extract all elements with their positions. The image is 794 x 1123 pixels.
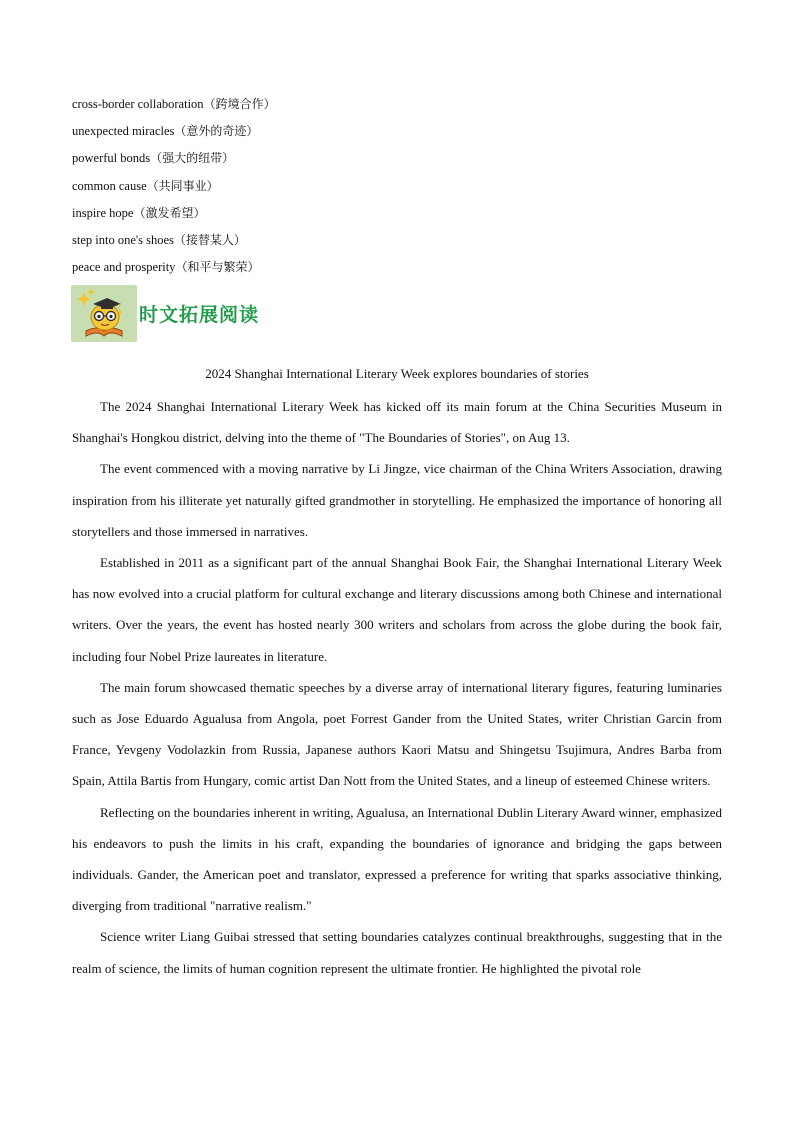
section-title: 时文拓展阅读 <box>139 303 260 326</box>
vocab-english: inspire hope <box>72 205 134 220</box>
vocab-chinese: （强大的纽带） <box>150 151 235 166</box>
article-paragraph: Reflecting on the boundaries inherent in writing, Agualusa, an International Dublin Literary Award winner, emphasized his endeavors to push the limits in his craft, expanding the boundaries of ignorance and bridging the gaps between individuals. Gander, the American poet and translator, expressed a preference for writing that sparks associative thinking, diverging from traditional "narrative realism." <box>72 804 722 914</box>
article-paragraph: The main forum showcased thematic speeches by a diverse array of international literary figures, featuring luminaries such as Jose Eduardo Agualusa from Angola, poet Forrest Gander from the United States, writer Christian Garcin from France, Yevgeny Vodolazkin from Russia, Japanese authors Kaori Matsu and Shingetsu Tsujimura, Andres Barba from Spain, Attila Bartis from Hungary, comic artist Dan Nott from the United States, and a lineup of esteemed Chinese writers. <box>72 679 722 789</box>
vocabulary-list <box>72 92 732 282</box>
vocab-item <box>72 174 732 201</box>
vocab-item <box>72 255 732 282</box>
article-paragraph: The 2024 Shanghai International Literary Week has kicked off its main forum at the China Securities Museum in Shanghai's Hongkou district, delving into the theme of "The Boundaries of Stories", on Aug 13. <box>72 399 722 446</box>
article-paragraph: The event commenced with a moving narrative by Li Jingze, vice chairman of the China Writers Association, drawing inspiration from his illiterate yet naturally gifted grandmother in storytelling. He emphasized the importance of honoring all storytellers and those immersed in narratives. <box>72 461 722 539</box>
vocab-item <box>72 92 732 119</box>
article <box>72 360 722 984</box>
vocab-chinese: （接替某人） <box>173 232 246 247</box>
vocab-chinese: （跨境合作） <box>203 97 276 111</box>
vocab-item <box>72 146 732 173</box>
vocab-chinese: （和平与繁荣） <box>175 260 260 275</box>
vocab-chinese: （意外的奇迹） <box>174 124 259 139</box>
vocab-english: powerful bonds <box>72 151 151 166</box>
vocab-item <box>72 119 732 146</box>
vocab-item <box>72 228 732 255</box>
section-badge <box>71 285 137 342</box>
section-header <box>71 284 259 342</box>
reading-mascot-icon <box>74 287 134 339</box>
article-title: 2024 Shanghai International Literary Week explores boundaries of stories <box>205 366 589 381</box>
vocab-chinese: （激发希望） <box>133 205 206 220</box>
article-paragraph: Established in 2011 as a significant part of the annual Shanghai Book Fair, the Shanghai International Literary Week has now evolved into a crucial platform for cultural exchange and literary discussions among both Chinese and international writers. Over the years, the event has hosted nearly 300 writers and scholars from across the globe during the book fair, including four Nobel Prize laureates in literature. <box>72 555 722 664</box>
vocab-english: cross-border collaboration <box>72 97 204 111</box>
vocab-english: common cause <box>72 178 147 193</box>
vocab-english: unexpected miracles <box>72 124 175 139</box>
vocab-english: peace and prosperity <box>72 260 176 275</box>
vocab-english: step into one's shoes <box>72 232 174 247</box>
vocab-item <box>72 201 732 228</box>
vocab-chinese: （共同事业） <box>146 178 219 193</box>
article-paragraph: Science writer Liang Guibai stressed that setting boundaries catalyzes continual breakthroughs, suggesting that in the realm of science, the limits of human cognition represent the ultimate frontier. He highlighted the pivotal role <box>72 929 722 976</box>
